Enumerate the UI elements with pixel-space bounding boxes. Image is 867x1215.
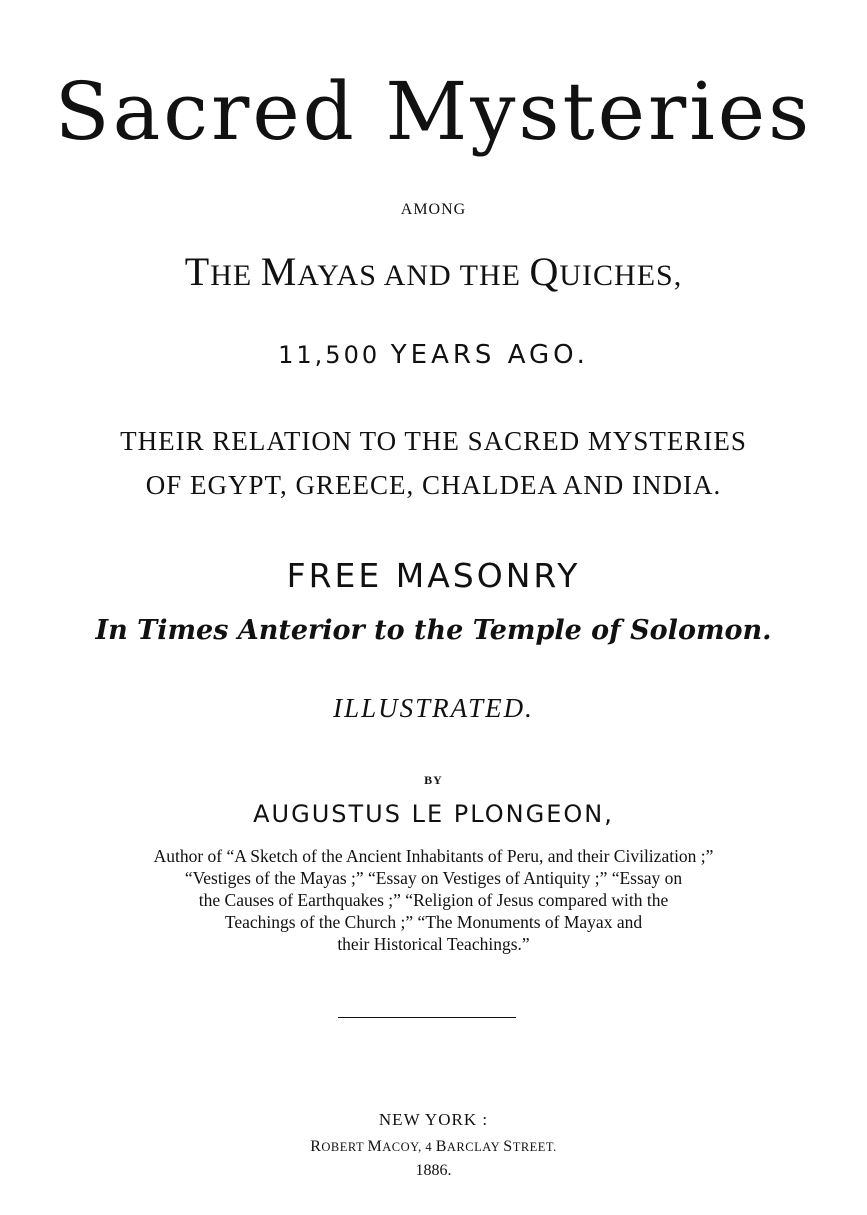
free-masonry-heading: FREE MASONRY <box>286 556 581 595</box>
credits-line-2: “Vestiges of the Mayas ;” “Essay on Vestiges of Antiquity ;” “Essay on <box>184 868 683 888</box>
illustrated-label: ILLUSTRATED. <box>333 693 534 723</box>
subtitle-cap-t: T <box>184 249 211 294</box>
author-credits <box>0 845 867 955</box>
imprint-place: NEW YORK : <box>378 1110 489 1129</box>
imprint-publisher <box>0 1138 867 1156</box>
author-name: AUGUSTUS LE PLONGEON, <box>253 800 614 828</box>
subtitle-rest-2: AYAS AND THE <box>297 259 530 292</box>
subtitle-cap-m: M <box>260 249 298 294</box>
credits-line-1: Author of “A Sketch of the Ancient Inhabitants of Peru, and their Civilization ;” <box>153 846 714 866</box>
years-ago-line <box>0 340 867 370</box>
publisher-cap-3: B <box>435 1138 447 1155</box>
relation-line-1: THEIR RELATION TO THE SACRED MYSTERIES <box>120 426 747 456</box>
publisher-cap-1: R <box>310 1138 322 1155</box>
publisher-rest-1: OBERT <box>321 1140 368 1154</box>
publisher-cap-4: S <box>503 1138 513 1155</box>
credits-line-4: Teachings of the Church ;” “The Monuments of Mayax and <box>224 912 643 932</box>
by-label: BY <box>424 773 443 787</box>
subtitle-mayas-quiches <box>0 248 867 295</box>
book-title: Sacred Mysteries <box>54 65 813 158</box>
credits-line-3: the Causes of Earthquakes ;” “Religion of Jesus compared with the <box>198 890 669 910</box>
relation-line-2: OF EGYPT, GREECE, CHALDEA AND INDIA. <box>145 470 722 500</box>
divider-rule <box>338 1017 516 1018</box>
years-number: 11,500 <box>278 341 381 369</box>
subtitle-cap-q: Q <box>529 249 560 294</box>
publisher-cap-2: M <box>367 1138 383 1155</box>
subtitle-rest-1: HE <box>210 259 261 292</box>
credits-line-5: their Historical Teachings.” <box>337 934 530 954</box>
anterior-subtitle: In Times Anterior to the Temple of Solomon. <box>95 615 772 646</box>
years-ago-text: YEARS AGO. <box>390 340 589 370</box>
publisher-rest-4: TREET. <box>512 1140 557 1154</box>
among-label: AMONG <box>400 201 467 218</box>
subtitle-rest-3: UICHES, <box>559 259 683 292</box>
imprint-year: 1886. <box>415 1162 452 1179</box>
publisher-rest-2: ACOY, 4 <box>382 1140 436 1154</box>
publisher-rest-3: ARCLAY <box>446 1140 504 1154</box>
